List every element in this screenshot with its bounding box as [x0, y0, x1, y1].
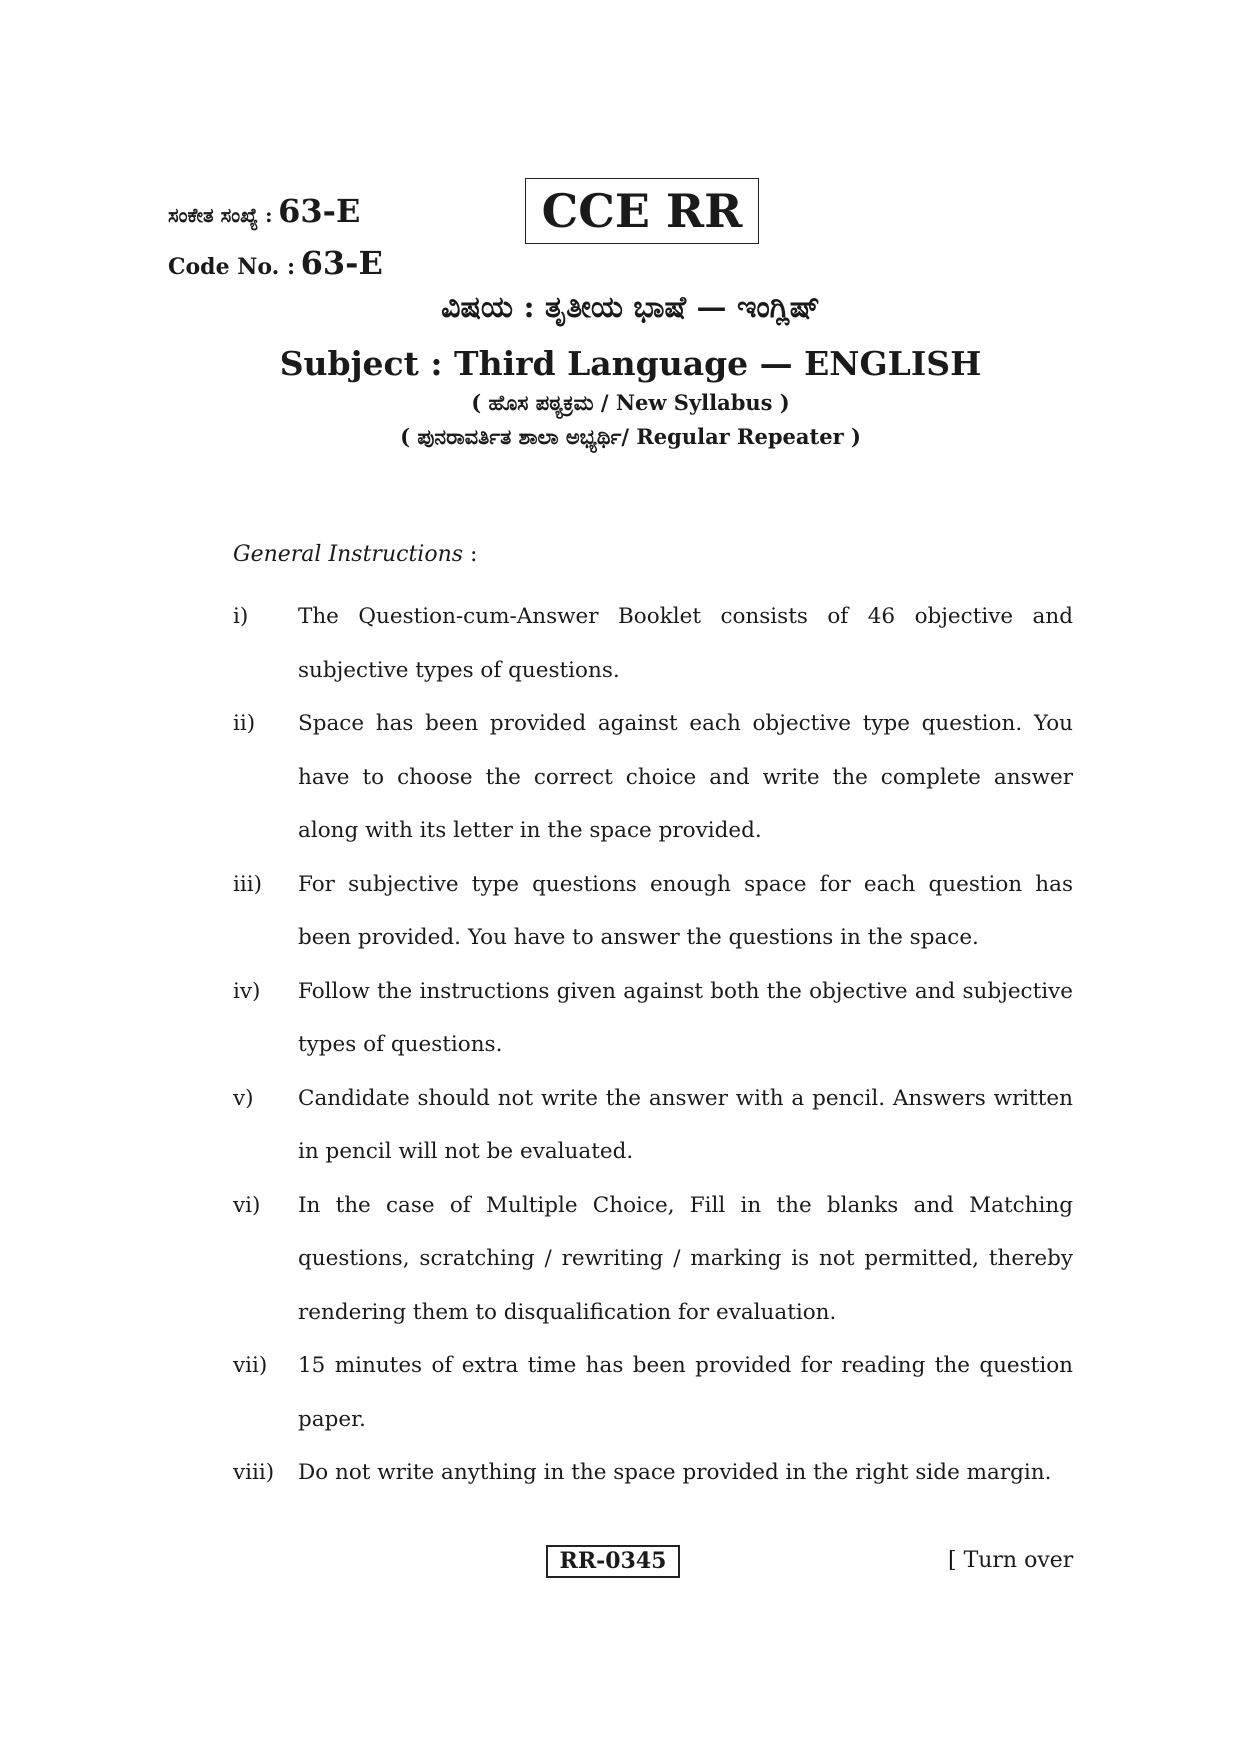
code-number-kannada-label: ಸಂಕೇತ ಸಂಖ್ಯೆ : [168, 203, 273, 227]
instruction-text: 15 minutes of extra time has been provided for reading the question paper. [298, 1353, 1073, 1432]
instruction-text: In the case of Multiple Choice, Fill in the blanks and Matching questions, scratching / rewriting / marking is not permitted, thereby rendering them to disqualification for evaluation. [298, 1192, 1073, 1325]
instruction-item [233, 1072, 1073, 1179]
instruction-number: viii) [233, 1460, 275, 1485]
candidate-category-label: ( ಪುನರಾವರ್ತಿತ ಶಾಲಾ ಅಭ್ಯರ್ಥಿ/ Regular Repeater ) [400, 424, 861, 449]
instructions-heading [233, 542, 477, 567]
syllabus-label: ( ಹೊಸ ಪಠ್ಯಕ್ರಮ / New Syllabus ) [471, 390, 790, 415]
instruction-text: For subjective type questions enough space for each question has been provided. You have to answer the questions in the space. [298, 871, 1073, 950]
code-number-kannada [168, 192, 360, 230]
instruction-item [233, 1179, 1073, 1340]
instruction-text: Follow the instructions given against both the objective and subjective types of questions. [298, 978, 1073, 1057]
instruction-number: vi) [233, 1192, 261, 1218]
instruction-text: Do not write anything in the space provided in the right side margin. [298, 1460, 1052, 1485]
instruction-number: vii) [233, 1353, 268, 1378]
subject-title-kannada: ವಿಷಯ : ತೃತೀಯ ಭಾಷೆ — ಇಂಗ್ಲಿಷ್ [441, 290, 820, 325]
subject-title-english: Subject : Third Language — ENGLISH [279, 344, 982, 383]
instruction-item [233, 1446, 1073, 1500]
code-number-english-value: 63-E [300, 244, 383, 282]
instruction-item [233, 858, 1073, 965]
turn-over-label: [ Turn over [948, 1548, 1074, 1573]
instruction-text: Candidate should not write the answer with a pencil. Answers written in pencil will not be evaluated. [298, 1085, 1073, 1164]
instructions-list [233, 590, 1073, 1500]
instruction-number: v) [233, 1085, 254, 1111]
instruction-number: iv) [233, 978, 261, 1004]
code-number-english-label: Code No. : [168, 254, 296, 280]
instructions-heading-text: General Instructions [233, 542, 464, 567]
paper-code-box: RR-0345 [546, 1545, 680, 1578]
instruction-text: The Question-cum-Answer Booklet consists of 46 objective and subjective types of questions. [298, 604, 1073, 683]
instruction-item [233, 697, 1073, 858]
instruction-number: ii) [233, 711, 256, 736]
exam-type-box: CCE RR [525, 178, 759, 244]
code-number-english [168, 244, 383, 282]
instruction-number: i) [233, 604, 249, 629]
instruction-number: iii) [233, 871, 263, 897]
instruction-item [233, 965, 1073, 1072]
instruction-item [233, 590, 1073, 697]
instruction-text: Space has been provided against each objective type question. You have to choose the correct choice and write the complete answer along with its letter in the space provided. [298, 711, 1073, 843]
code-number-kannada-value: 63-E [278, 192, 361, 230]
instruction-item [233, 1339, 1073, 1446]
instructions-heading-colon: : [470, 542, 478, 567]
